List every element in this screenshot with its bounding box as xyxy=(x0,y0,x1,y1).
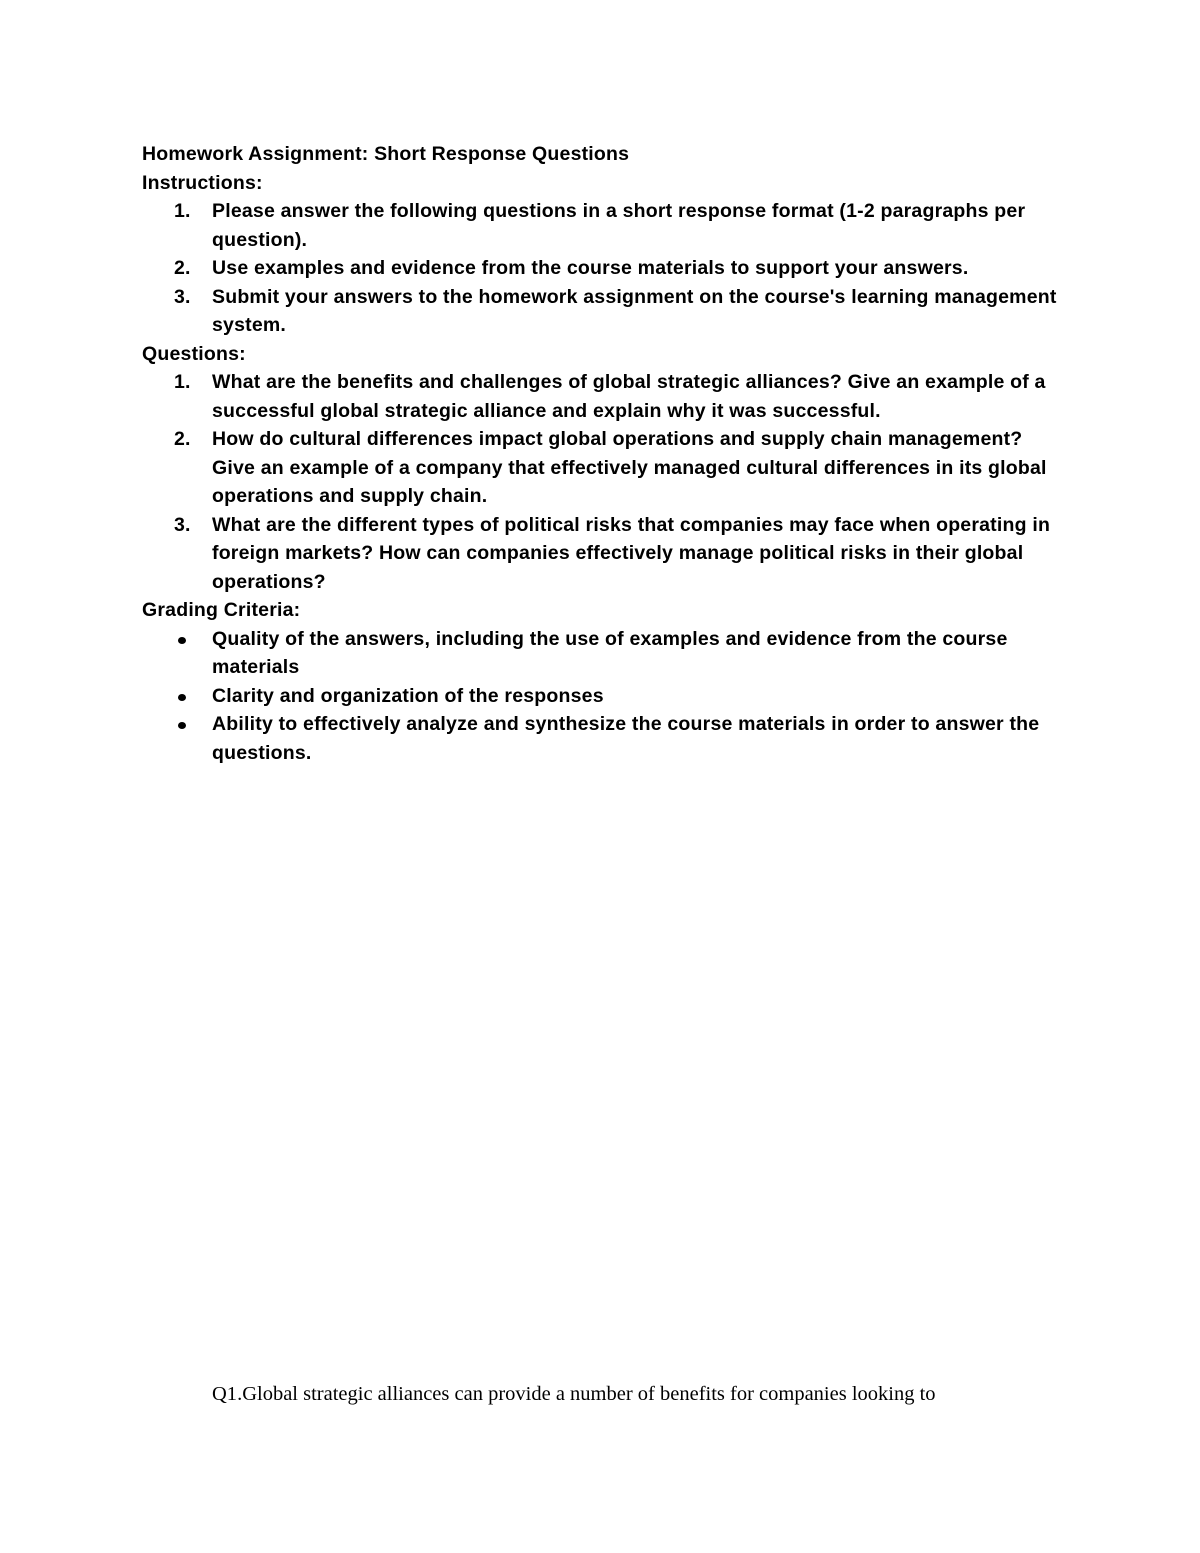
list-item-text: Ability to effectively analyze and synthesize the course materials in order to answer the questions. xyxy=(212,713,1040,764)
questions-heading: Questions: xyxy=(142,342,246,365)
list-item xyxy=(142,682,1062,711)
list-item xyxy=(142,511,1062,597)
list-item-text: Submit your answers to the homework assignment on the course's learning management system. xyxy=(212,285,1057,336)
questions-list xyxy=(142,368,1062,596)
answer-text: .Global strategic alliances can provide a number of benefits for companies looking to xyxy=(237,1383,936,1405)
list-number: 3. xyxy=(174,513,191,536)
bullet-icon xyxy=(178,722,186,729)
instructions-heading: Instructions: xyxy=(142,171,263,194)
list-item xyxy=(142,710,1062,767)
list-item xyxy=(142,625,1062,682)
list-item-text: How do cultural differences impact global operations and supply chain management? Give an example of a company that effectively managed cultural differences in its global operations and supply chain. xyxy=(212,428,1047,507)
list-item xyxy=(142,425,1062,511)
answer-paragraph xyxy=(212,1380,1092,1408)
instructions-list xyxy=(142,197,1062,340)
list-number: 1. xyxy=(174,371,191,393)
list-number: 2. xyxy=(174,257,191,279)
grading-heading: Grading Criteria: xyxy=(142,599,301,621)
list-number: 3. xyxy=(174,285,191,308)
list-number: 1. xyxy=(174,200,191,222)
answer-label: Q1 xyxy=(212,1383,238,1405)
list-item-text: What are the benefits and challenges of global strategic alliances? Give an example of a successful global strategic alliance and explain why it was successful. xyxy=(212,371,1046,422)
list-number: 2. xyxy=(174,428,191,450)
list-item-text: Use examples and evidence from the course materials to support your answers. xyxy=(212,257,969,279)
bullet-icon xyxy=(178,637,186,644)
list-item xyxy=(142,254,1062,283)
grading-list xyxy=(142,625,1062,768)
list-item xyxy=(142,197,1062,254)
list-item-text: Clarity and organization of the responses xyxy=(212,684,604,707)
list-item-text: What are the different types of political risks that companies may face when operating in foreign markets? How can companies effectively manage political risks in their global operations? xyxy=(212,513,1051,593)
bullet-icon xyxy=(178,694,186,701)
document-title: Homework Assignment: Short Response Questions xyxy=(142,143,630,165)
list-item-text: Please answer the following questions in a short response format (1-2 paragraphs per question). xyxy=(212,200,1026,251)
list-item-text: Quality of the answers, including the use of examples and evidence from the course materials xyxy=(212,627,1008,678)
list-item xyxy=(142,283,1062,340)
list-item xyxy=(142,368,1062,425)
document-body xyxy=(142,140,1062,767)
